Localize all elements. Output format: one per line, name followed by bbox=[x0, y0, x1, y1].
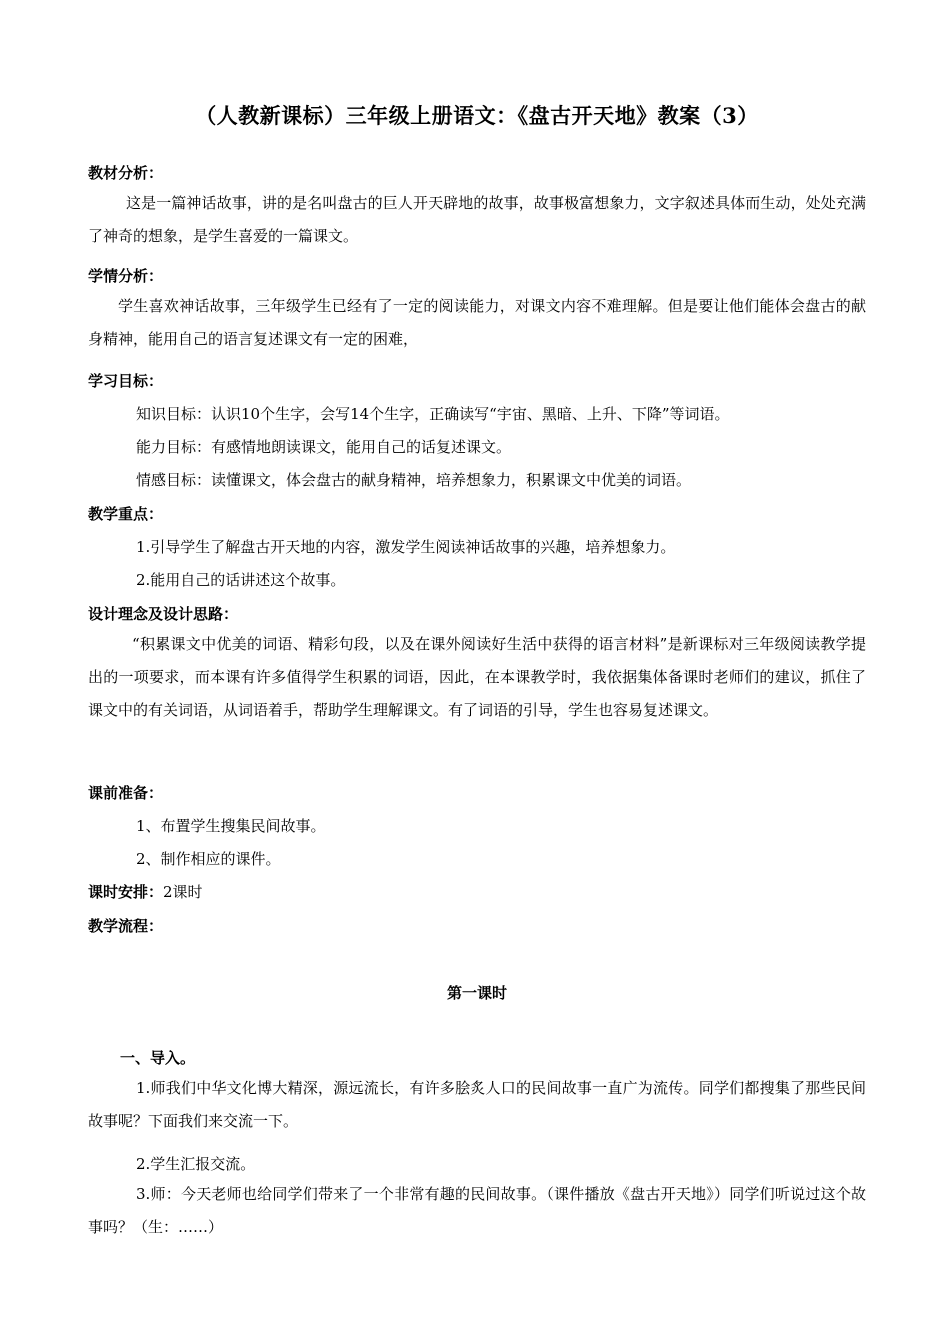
key-point-1: 1.引导学生了解盘古开天地的内容，激发学生阅读神话故事的兴趣，培养想象力。 bbox=[136, 538, 676, 556]
design-heading: 设计理念及设计思路： bbox=[88, 605, 239, 623]
objectives-heading: 学习目标： bbox=[88, 372, 164, 390]
preparation-heading: 课前准备： bbox=[88, 784, 164, 802]
key-point-2: 2.能用自己的话讲述这个故事。 bbox=[136, 571, 346, 589]
intro-heading: 一、导入。 bbox=[120, 1049, 196, 1067]
objective-knowledge: 知识目标：认识10个生字，会写14个生字，正确读写“宇宙、黑暗、上升、下降”等词语。 bbox=[136, 405, 730, 423]
intro-step-2: 2.学生汇报交流。 bbox=[136, 1155, 256, 1173]
key-points-heading: 教学重点： bbox=[88, 505, 164, 523]
document-title: （人教新课标）三年级上册语文：《盘古开天地》教案（3） bbox=[195, 103, 759, 128]
student-analysis-text: 学生喜欢神话故事，三年级学生已经有了一定的阅读能力，对课文内容不难理解。但是要让他们能体会盘古的献身精神，能用自己的语言复述课文有一定的困难， bbox=[88, 297, 866, 348]
student-analysis-heading: 学情分析： bbox=[88, 267, 164, 285]
schedule-line bbox=[88, 881, 203, 902]
process-heading: 教学流程： bbox=[88, 917, 164, 935]
material-analysis-heading: 教材分析： bbox=[88, 164, 164, 182]
design-text: “积累课文中优美的词语、精彩句段，以及在课外阅读好生活中获得的语言材料”是新课标对三年级阅读教学提出的一项要求，而本课有许多值得学生积累的词语，因此，在本课教学时，我依据集体备课时老师们的建议，抓住了课文中的有关词语，从词语着手，帮助学生理解课文。有了词语的引导，学生也容易复述课文。 bbox=[88, 635, 866, 719]
schedule-heading: 课时安排： bbox=[88, 883, 164, 901]
preparation-item-2: 2、制作相应的课件。 bbox=[136, 850, 281, 868]
material-analysis-text: 这是一篇神话故事，讲的是名叫盘古的巨人开天辟地的故事，故事极富想象力，文字叙述具体而生动，处处充满了神奇的想象，是学生喜爱的一篇课文。 bbox=[88, 194, 866, 245]
intro-step-3: 3.师：今天老师也给同学们带来了一个非常有趣的民间故事。（课件播放《盘古开天地》）同学们听说过这个故事吗？（生：……） bbox=[88, 1185, 866, 1236]
lesson-one-title: 第一课时 bbox=[446, 984, 507, 1002]
schedule-value: 2课时 bbox=[163, 883, 203, 901]
objective-ability: 能力目标：有感情地朗读课文，能用自己的话复述课文。 bbox=[136, 438, 512, 456]
preparation-item-1: 1、布置学生搜集民间故事。 bbox=[136, 817, 326, 835]
objective-emotion: 情感目标：读懂课文，体会盘古的献身精神，培养想象力，积累课文中优美的词语。 bbox=[136, 471, 692, 489]
intro-step-1: 1.师我们中华文化博大精深，源远流长，有许多脍炙人口的民间故事一直广为流传。同学们都搜集了那些民间故事呢？下面我们来交流一下。 bbox=[88, 1079, 866, 1130]
